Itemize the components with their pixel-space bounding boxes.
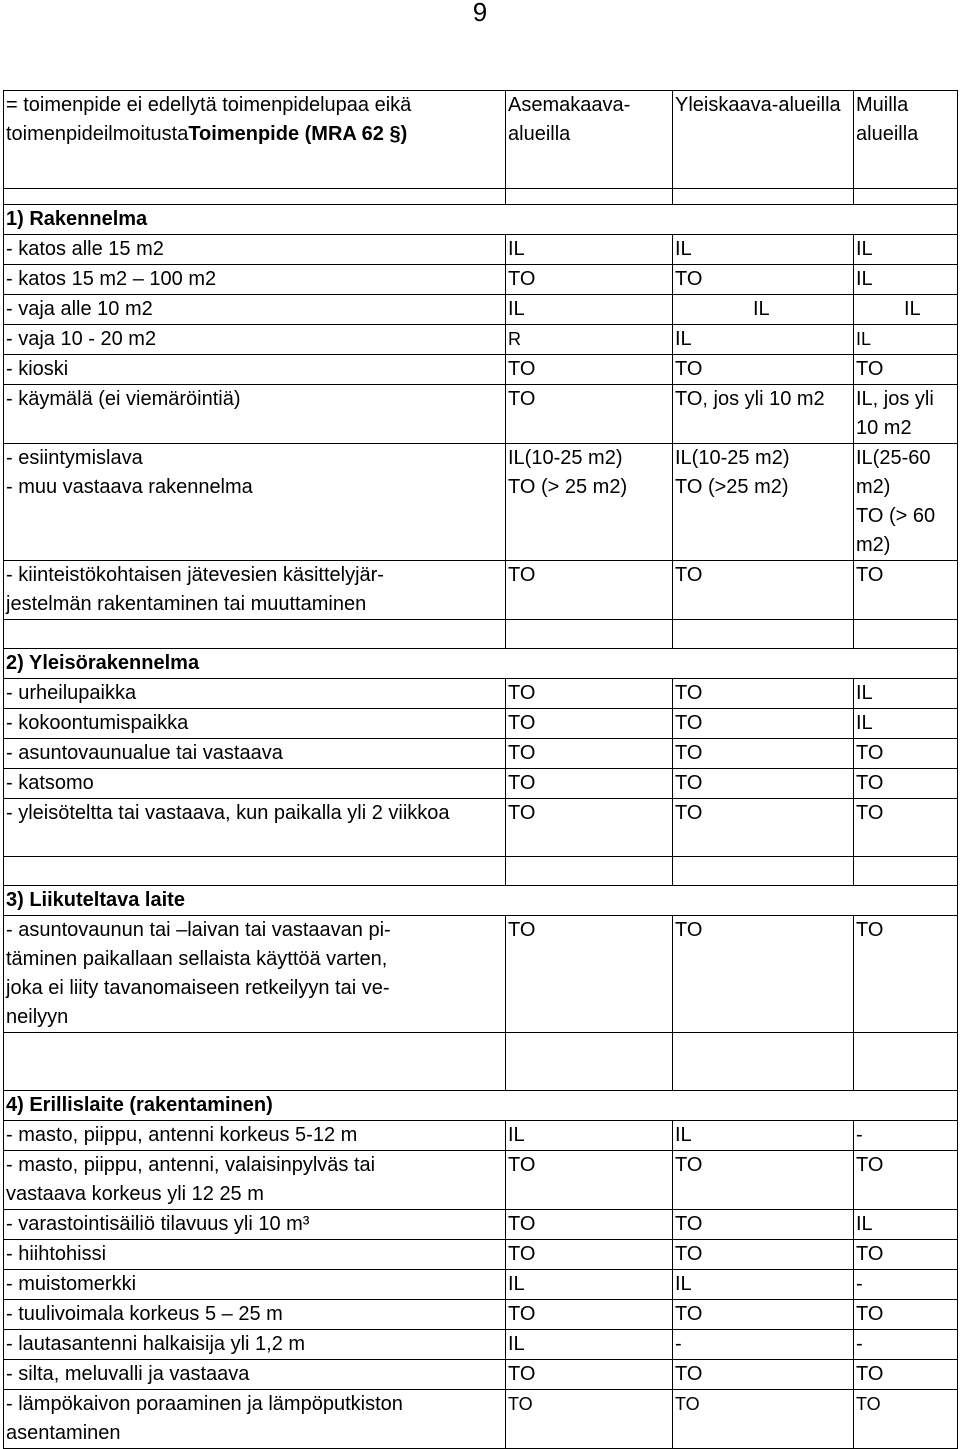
operation-label: - käymälä (ei viemäröintiä): [4, 385, 506, 444]
table-row: [4, 799, 958, 857]
value-yleiskaava: TO: [673, 1390, 854, 1449]
header-yleiskaava: Yleiskaava-alueilla: [673, 91, 854, 189]
section-title: 3) Liikuteltava laite: [4, 886, 958, 916]
operation-label: - tuulivoimala korkeus 5 – 25 m: [4, 1300, 506, 1330]
header-note: = toimenpide ei edellytä toimenpidelupaa eikä toimenpideilmoitusta: [6, 94, 412, 145]
table-row: [4, 1270, 958, 1300]
value-asemakaava: R: [506, 325, 673, 355]
operation-label: - urheilupaikka: [4, 679, 506, 709]
operation-label: - lämpökaivon poraaminen ja lämpöputkiston asentaminen: [4, 1390, 506, 1449]
table-row: [4, 916, 958, 1033]
value-asemakaava: TO: [506, 739, 673, 769]
header-row: [4, 91, 958, 189]
section-header-row: [4, 886, 958, 916]
value-muilla: TO: [854, 1240, 958, 1270]
table-row: [4, 1390, 958, 1449]
value-muilla: IL: [854, 1210, 958, 1240]
value-asemakaava: TO: [506, 1360, 673, 1390]
value-asemakaava: IL: [506, 295, 673, 325]
value-asemakaava: TO: [506, 1210, 673, 1240]
value-muilla: IL: [854, 709, 958, 739]
operation-label: - katos alle 15 m2: [4, 235, 506, 265]
table-row: [4, 561, 958, 620]
table-row: [4, 1151, 958, 1210]
table-row: [4, 769, 958, 799]
section-title: 2) Yleisörakennelma: [4, 649, 958, 679]
value-yleiskaava: TO: [673, 679, 854, 709]
table-row: [4, 444, 958, 561]
operation-label: - asuntovaunun tai –laivan tai vastaavan pi- täminen paikallaan sellaista käyttöä varten, joka ei liity tavanomaiseen retkeilyyn tai ve- neilyyn: [4, 916, 506, 1033]
operation-label: - katos 15 m2 – 100 m2: [4, 265, 506, 295]
operation-label: - lautasantenni halkaisija yli 1,2 m: [4, 1330, 506, 1360]
table-row: [4, 325, 958, 355]
operation-label: - muistomerkki: [4, 1270, 506, 1300]
blank-row: [4, 1033, 958, 1091]
value-muilla: -: [854, 1121, 958, 1151]
value-yleiskaava: TO: [673, 265, 854, 295]
operation-label: - varastointisäiliö tilavuus yli 10 m³: [4, 1210, 506, 1240]
value-asemakaava: TO: [506, 916, 673, 1033]
value-muilla: IL(25-60 m2) TO (> 60 m2): [854, 444, 958, 561]
page-number: 9: [472, 0, 488, 27]
operation-label: - vaja alle 10 m2: [4, 295, 506, 325]
value-yleiskaava: IL: [673, 1270, 854, 1300]
value-muilla: TO: [854, 1151, 958, 1210]
value-asemakaava: IL: [506, 1121, 673, 1151]
operation-label: - yleisöteltta tai vastaava, kun paikalla yli 2 viikkoa: [4, 799, 506, 857]
operation-label: - katsomo: [4, 769, 506, 799]
value-yleiskaava: TO: [673, 561, 854, 620]
operation-label: - vaja 10 - 20 m2: [4, 325, 506, 355]
table-row: [4, 355, 958, 385]
value-muilla: TO: [854, 1300, 958, 1330]
value-asemakaava: TO: [506, 385, 673, 444]
value-muilla: -: [854, 1270, 958, 1300]
table-row: [4, 679, 958, 709]
value-muilla: TO: [854, 799, 958, 857]
value-muilla: IL: [854, 295, 958, 325]
value-asemakaava: IL: [506, 235, 673, 265]
operation-label: - kiinteistökohtaisen jätevesien käsittelyjär- jestelmän rakentaminen tai muuttaminen: [4, 561, 506, 620]
table-row: [4, 1330, 958, 1360]
section-title: 4) Erillislaite (rakentaminen): [4, 1091, 958, 1121]
operation-label: - kioski: [4, 355, 506, 385]
value-asemakaava: TO: [506, 1151, 673, 1210]
value-muilla: TO: [854, 1390, 958, 1449]
table-row: [4, 235, 958, 265]
value-yleiskaava: IL: [673, 1121, 854, 1151]
value-muilla: IL, jos yli 10 m2: [854, 385, 958, 444]
operation-label: - esiintymislava - muu vastaava rakennelma: [4, 444, 506, 561]
operation-label: - kokoontumispaikka: [4, 709, 506, 739]
value-yleiskaava: TO: [673, 1151, 854, 1210]
value-asemakaava: TO: [506, 709, 673, 739]
value-yleiskaava: TO: [673, 1210, 854, 1240]
section-header-row: [4, 649, 958, 679]
value-asemakaava: TO: [506, 679, 673, 709]
value-yleiskaava: TO, jos yli 10 m2: [673, 385, 854, 444]
permit-table: [3, 90, 958, 1449]
value-yleiskaava: TO: [673, 769, 854, 799]
value-asemakaava: TO: [506, 355, 673, 385]
value-muilla: TO: [854, 355, 958, 385]
operation-label: - hiihtohissi: [4, 1240, 506, 1270]
value-muilla: TO: [854, 916, 958, 1033]
value-asemakaava: IL: [506, 1330, 673, 1360]
header-operation-label: Toimenpide (MRA 62 §): [188, 123, 408, 145]
blank-row: [4, 620, 958, 649]
value-yleiskaava: TO: [673, 1300, 854, 1330]
blank-row: [4, 857, 958, 886]
value-asemakaava: TO: [506, 265, 673, 295]
section-header-row: [4, 205, 958, 235]
value-asemakaava: IL(10-25 m2) TO (> 25 m2): [506, 444, 673, 561]
value-yleiskaava: TO: [673, 799, 854, 857]
operation-label: - silta, meluvalli ja vastaava: [4, 1360, 506, 1390]
section-title: 1) Rakennelma: [4, 205, 958, 235]
value-yleiskaava: IL: [673, 325, 854, 355]
value-yleiskaava: IL: [673, 295, 854, 325]
header-operation: [4, 91, 506, 189]
value-asemakaava: TO: [506, 1240, 673, 1270]
operation-label: - masto, piippu, antenni, valaisinpylväs tai vastaava korkeus yli 12 25 m: [4, 1151, 506, 1210]
value-asemakaava: TO: [506, 1390, 673, 1449]
value-muilla: IL: [854, 325, 958, 355]
table-row: [4, 265, 958, 295]
value-muilla: TO: [854, 769, 958, 799]
operation-label: - asuntovaunualue tai vastaava: [4, 739, 506, 769]
value-muilla: IL: [854, 265, 958, 295]
value-yleiskaava: TO: [673, 355, 854, 385]
table-row: [4, 295, 958, 325]
table-row: [4, 1240, 958, 1270]
value-muilla: TO: [854, 1360, 958, 1390]
value-asemakaava: TO: [506, 1300, 673, 1330]
value-yleiskaava: TO: [673, 709, 854, 739]
value-muilla: IL: [854, 679, 958, 709]
value-yleiskaava: TO: [673, 739, 854, 769]
value-yleiskaava: TO: [673, 1360, 854, 1390]
table-row: [4, 1121, 958, 1151]
table-row: [4, 1210, 958, 1240]
table-row: [4, 709, 958, 739]
value-asemakaava: TO: [506, 769, 673, 799]
value-yleiskaava: IL: [673, 235, 854, 265]
value-asemakaava: TO: [506, 799, 673, 857]
header-muilla: Muilla alueilla: [854, 91, 958, 189]
table-row: [4, 739, 958, 769]
section-header-row: [4, 1091, 958, 1121]
table-row: [4, 385, 958, 444]
value-yleiskaava: TO: [673, 1240, 854, 1270]
value-muilla: IL: [854, 235, 958, 265]
value-yleiskaava: TO: [673, 916, 854, 1033]
value-asemakaava: TO: [506, 561, 673, 620]
spacer-row: [4, 189, 958, 205]
value-yleiskaava: IL(10-25 m2) TO (>25 m2): [673, 444, 854, 561]
value-muilla: TO: [854, 561, 958, 620]
table-row: [4, 1360, 958, 1390]
header-asemakaava: Asemakaava-alueilla: [506, 91, 673, 189]
value-muilla: -: [854, 1330, 958, 1360]
value-asemakaava: IL: [506, 1270, 673, 1300]
operation-label: - masto, piippu, antenni korkeus 5-12 m: [4, 1121, 506, 1151]
value-yleiskaava: -: [673, 1330, 854, 1360]
value-muilla: TO: [854, 739, 958, 769]
table-row: [4, 1300, 958, 1330]
